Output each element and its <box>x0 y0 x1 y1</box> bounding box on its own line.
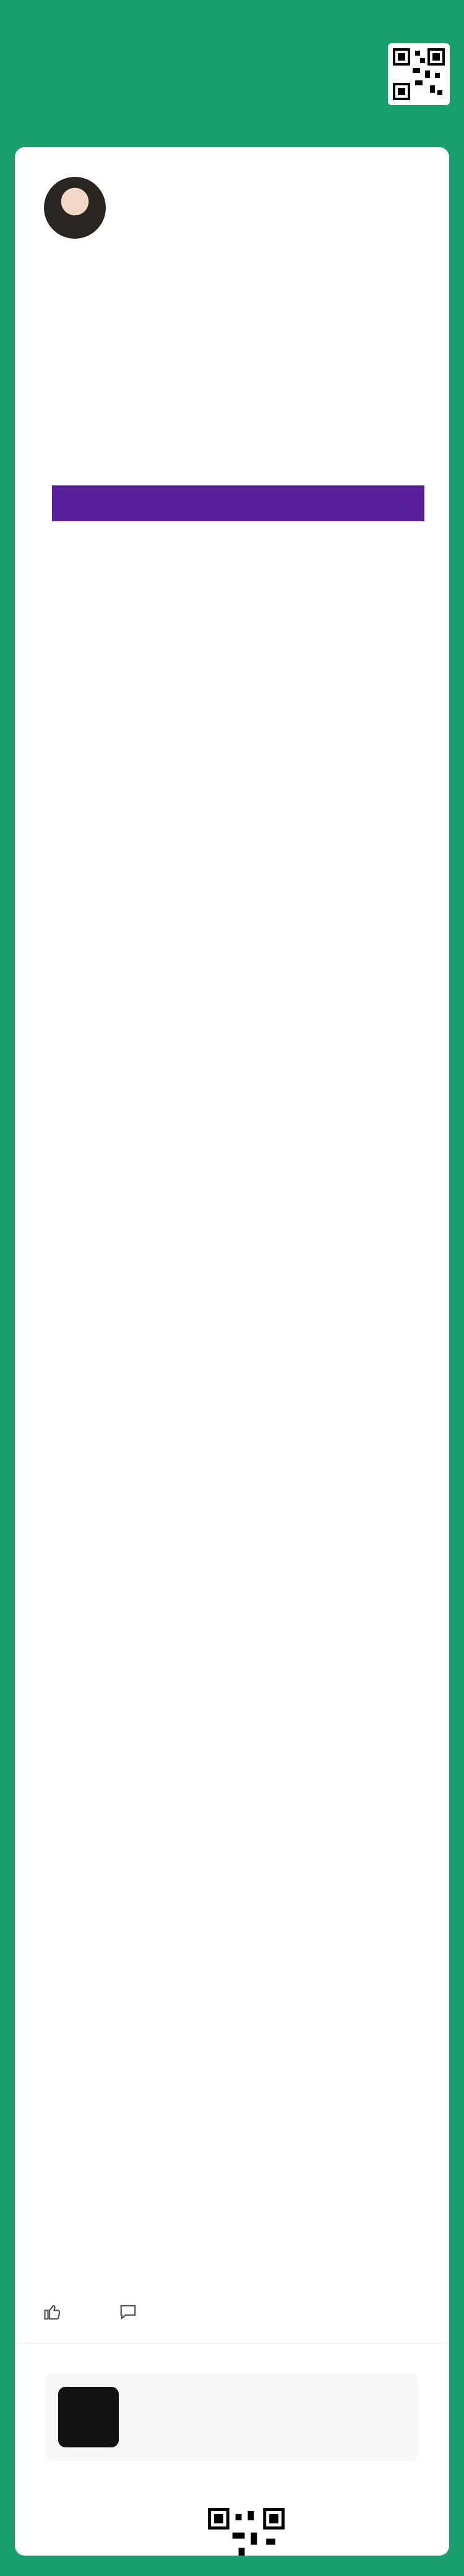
strategy-poster <box>40 485 424 2238</box>
poster-title <box>52 485 424 521</box>
poster-details <box>40 1060 424 2238</box>
topic-actions <box>15 2287 449 2336</box>
comment-button[interactable] <box>119 2303 145 2321</box>
page-header <box>0 0 464 145</box>
like-button[interactable] <box>43 2303 69 2321</box>
comment-icon <box>119 2303 137 2321</box>
topic-card <box>15 147 449 2556</box>
header-qr-code[interactable] <box>388 43 450 105</box>
group-card[interactable] <box>46 2373 418 2461</box>
bottom-qr-code[interactable] <box>202 2502 291 2556</box>
mind-map <box>40 524 424 1056</box>
qr-code-icon <box>393 48 445 100</box>
qr-code-icon <box>208 2508 285 2556</box>
thumb-up-icon <box>43 2303 62 2321</box>
avatar[interactable] <box>44 177 106 239</box>
group-logo <box>58 2387 119 2447</box>
